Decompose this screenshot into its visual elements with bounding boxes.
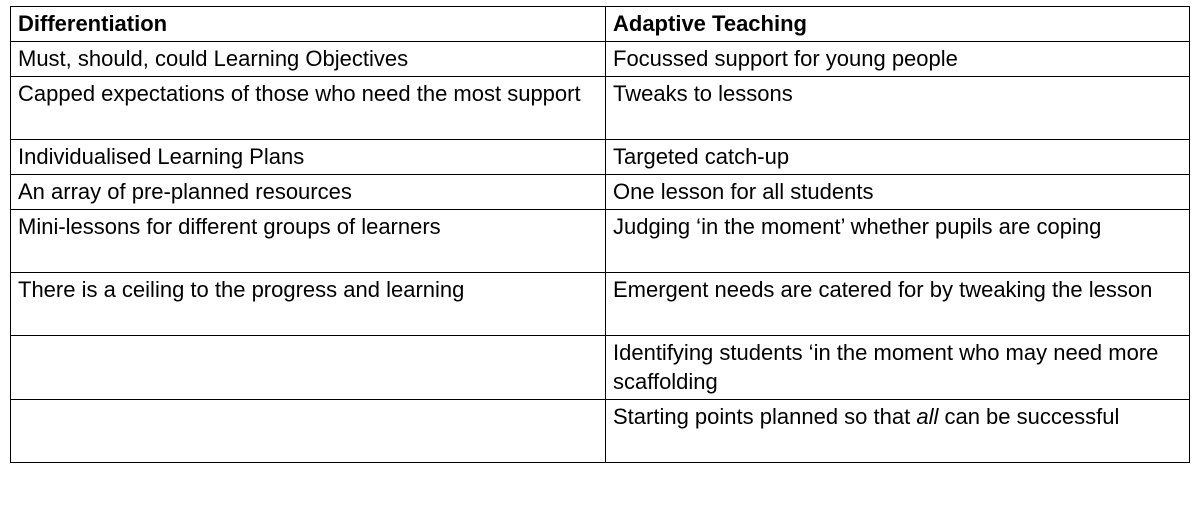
- adaptive-text-start: Starting points planned so that: [613, 404, 917, 429]
- differentiation-cell-empty: [11, 336, 606, 400]
- differentiation-cell: Must, should, could Learning Objectives: [11, 42, 606, 77]
- adaptive-teaching-cell: One lesson for all students: [606, 175, 1190, 210]
- adaptive-teaching-cell: [606, 400, 1190, 463]
- table-row: [11, 140, 1190, 175]
- table-row: [11, 210, 1190, 273]
- adaptive-teaching-cell: Emergent needs are catered for by tweaking the lesson: [606, 273, 1190, 336]
- table-row: [11, 42, 1190, 77]
- differentiation-cell: There is a ceiling to the progress and learning: [11, 273, 606, 336]
- differentiation-cell: An array of pre-planned resources: [11, 175, 606, 210]
- differentiation-cell: Individualised Learning Plans: [11, 140, 606, 175]
- table-row: [11, 400, 1190, 463]
- header-differentiation: Differentiation: [11, 7, 606, 42]
- table-row: [11, 175, 1190, 210]
- table-row: [11, 336, 1190, 400]
- adaptive-teaching-cell: Judging ‘in the moment’ whether pupils are coping: [606, 210, 1190, 273]
- adaptive-teaching-cell: Focussed support for young people: [606, 42, 1190, 77]
- comparison-table: [10, 6, 1190, 463]
- adaptive-text-end: can be successful: [938, 404, 1120, 429]
- adaptive-teaching-cell: Targeted catch-up: [606, 140, 1190, 175]
- adaptive-text-emphasis: all: [916, 404, 939, 429]
- table-header-row: [11, 7, 1190, 42]
- table-row: [11, 77, 1190, 140]
- table-row: [11, 273, 1190, 336]
- differentiation-cell: Capped expectations of those who need the most support: [11, 77, 606, 140]
- differentiation-cell: Mini-lessons for different groups of learners: [11, 210, 606, 273]
- differentiation-cell-empty: [11, 400, 606, 463]
- adaptive-teaching-cell: Tweaks to lessons: [606, 77, 1190, 140]
- adaptive-teaching-cell: Identifying students ‘in the moment who may need more scaffolding: [606, 336, 1190, 400]
- header-adaptive-teaching: Adaptive Teaching: [606, 7, 1190, 42]
